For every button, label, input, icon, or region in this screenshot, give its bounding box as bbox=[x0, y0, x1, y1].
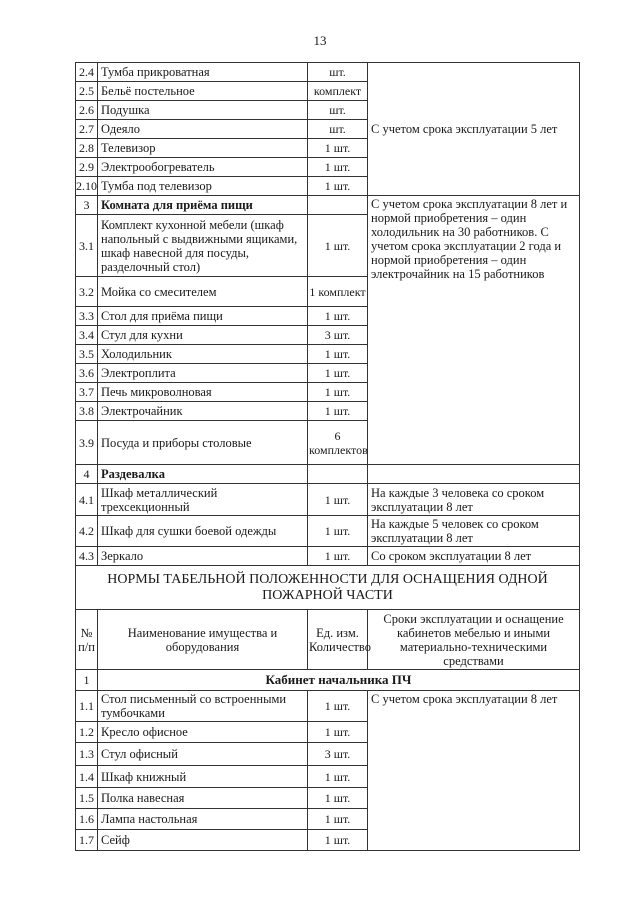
row-number: 4.1 bbox=[76, 484, 98, 516]
operation-note: Со сроком эксплуатации 8 лет bbox=[368, 547, 580, 566]
row-number: 3.9 bbox=[76, 421, 98, 465]
row-number: 2.4 bbox=[76, 63, 98, 82]
item-quantity: 1 шт. bbox=[308, 364, 368, 383]
row-number: 2.8 bbox=[76, 139, 98, 158]
item-quantity: 1 шт. bbox=[308, 809, 368, 830]
row-number: 1.3 bbox=[76, 743, 98, 766]
operation-note: С учетом срока эксплуатации 5 лет bbox=[368, 63, 580, 196]
operation-note: На каждые 5 человек со сроком эксплуатации 8 лет bbox=[368, 516, 580, 547]
norms-title-row bbox=[76, 566, 580, 610]
section-title: Комната для приёма пищи bbox=[98, 196, 308, 215]
header-name: Наименование имущества и оборудования bbox=[98, 610, 308, 670]
section-row bbox=[76, 670, 580, 691]
item-name: Тумба прикроватная bbox=[98, 63, 308, 82]
item-name: Посуда и приборы столовые bbox=[98, 421, 308, 465]
item-name: Шкаф металлический трехсекционный bbox=[98, 484, 308, 516]
row-number: 4.2 bbox=[76, 516, 98, 547]
header-num: № п/п bbox=[76, 610, 98, 670]
item-name: Зеркало bbox=[98, 547, 308, 566]
row-number: 3.2 bbox=[76, 277, 98, 307]
operation-note: С учетом срока эксплуатации 8 лет bbox=[368, 691, 580, 851]
item-quantity: шт. bbox=[308, 101, 368, 120]
empty-cell bbox=[308, 196, 368, 215]
section-row bbox=[76, 465, 580, 484]
item-quantity: комплект bbox=[308, 82, 368, 101]
operation-note: С учетом срока эксплуатации 8 лет и нормой приобретения – один холодильник на 30 работников. С учетом срока эксплуатации 2 года и нормой приобретения – один электрочайник на 15 работников bbox=[368, 196, 580, 465]
section-number: 1 bbox=[76, 670, 98, 691]
item-quantity: 3 шт. bbox=[308, 326, 368, 345]
item-quantity: 1 шт. bbox=[308, 215, 368, 277]
empty-cell bbox=[368, 465, 580, 484]
item-quantity: 1 шт. bbox=[308, 177, 368, 196]
row-number: 2.5 bbox=[76, 82, 98, 101]
item-name: Электроплита bbox=[98, 364, 308, 383]
row-number: 3.1 bbox=[76, 215, 98, 277]
section-row bbox=[76, 196, 580, 215]
item-name: Печь микроволновая bbox=[98, 383, 308, 402]
row-number: 2.7 bbox=[76, 120, 98, 139]
table-row bbox=[76, 547, 580, 566]
item-quantity: 1 шт. bbox=[308, 788, 368, 809]
item-name: Подушка bbox=[98, 101, 308, 120]
item-name: Электрообогреватель bbox=[98, 158, 308, 177]
equipment-table-continued bbox=[75, 62, 580, 851]
item-quantity: 1 шт. bbox=[308, 484, 368, 516]
item-name: Шкаф для сушки боевой одежды bbox=[98, 516, 308, 547]
header-note: Сроки эксплуатации и оснащение кабинетов мебелью и иными материально-техническими средствами bbox=[368, 610, 580, 670]
item-quantity: 1 шт. bbox=[308, 139, 368, 158]
item-name: Мойка со смесителем bbox=[98, 277, 308, 307]
row-number: 1.4 bbox=[76, 766, 98, 788]
item-quantity: 1 комплект bbox=[308, 277, 368, 307]
item-name: Телевизор bbox=[98, 139, 308, 158]
item-quantity: 1 шт. bbox=[308, 766, 368, 788]
row-number: 3.5 bbox=[76, 345, 98, 364]
item-name: Кресло офисное bbox=[98, 722, 308, 743]
row-number: 1.1 bbox=[76, 691, 98, 722]
item-name: Шкаф книжный bbox=[98, 766, 308, 788]
table-row bbox=[76, 516, 580, 547]
item-name: Тумба под телевизор bbox=[98, 177, 308, 196]
row-number: 2.6 bbox=[76, 101, 98, 120]
item-name: Полка навесная bbox=[98, 788, 308, 809]
row-number: 3.4 bbox=[76, 326, 98, 345]
item-quantity: 1 шт. bbox=[308, 158, 368, 177]
row-number: 3.6 bbox=[76, 364, 98, 383]
item-quantity: шт. bbox=[308, 120, 368, 139]
item-name: Стул офисный bbox=[98, 743, 308, 766]
operation-note: На каждые 3 человека со сроком эксплуатации 8 лет bbox=[368, 484, 580, 516]
section-number: 3 bbox=[76, 196, 98, 215]
section-title: Раздевалка bbox=[98, 465, 308, 484]
item-name: Одеяло bbox=[98, 120, 308, 139]
item-quantity: 1 шт. bbox=[308, 547, 368, 566]
item-name: Лампа настольная bbox=[98, 809, 308, 830]
item-name: Холодильник bbox=[98, 345, 308, 364]
item-quantity: 1 шт. bbox=[308, 516, 368, 547]
empty-cell bbox=[308, 465, 368, 484]
item-quantity: 1 шт. bbox=[308, 691, 368, 722]
row-number: 1.7 bbox=[76, 830, 98, 851]
norms-title: НОРМЫ ТАБЕЛЬНОЙ ПОЛОЖЕННОСТИ ДЛЯ ОСНАЩЕНИЯ ОДНОЙ ПОЖАРНОЙ ЧАСТИ bbox=[76, 566, 580, 610]
item-quantity: 1 шт. bbox=[308, 830, 368, 851]
item-name: Стол письменный со встроенными тумбочками bbox=[98, 691, 308, 722]
row-number: 2.9 bbox=[76, 158, 98, 177]
row-number: 2.10 bbox=[76, 177, 98, 196]
item-quantity: 1 шт. bbox=[308, 345, 368, 364]
table-row bbox=[76, 63, 580, 82]
table-header-row bbox=[76, 610, 580, 670]
header-unit: Ед. изм. Количество bbox=[308, 610, 368, 670]
row-number: 3.7 bbox=[76, 383, 98, 402]
table-row bbox=[76, 484, 580, 516]
item-quantity: 1 шт. bbox=[308, 722, 368, 743]
section-title: Кабинет начальника ПЧ bbox=[98, 670, 580, 691]
item-quantity: шт. bbox=[308, 63, 368, 82]
row-number: 4.3 bbox=[76, 547, 98, 566]
row-number: 1.2 bbox=[76, 722, 98, 743]
item-quantity: 6 комплектов bbox=[308, 421, 368, 465]
row-number: 1.5 bbox=[76, 788, 98, 809]
item-name: Электрочайник bbox=[98, 402, 308, 421]
item-name: Стул для кухни bbox=[98, 326, 308, 345]
table-row bbox=[76, 691, 580, 722]
item-name: Комплект кухонной мебели (шкаф напольный с выдвижными ящиками, шкаф навесной для посуды, разделочный стол) bbox=[98, 215, 308, 277]
item-name: Бельё постельное bbox=[98, 82, 308, 101]
item-quantity: 1 шт. bbox=[308, 402, 368, 421]
page-number: 13 bbox=[313, 33, 327, 48]
item-name: Стол для приёма пищи bbox=[98, 307, 308, 326]
item-quantity: 1 шт. bbox=[308, 383, 368, 402]
row-number: 3.3 bbox=[76, 307, 98, 326]
item-quantity: 1 шт. bbox=[308, 307, 368, 326]
row-number: 3.8 bbox=[76, 402, 98, 421]
row-number: 1.6 bbox=[76, 809, 98, 830]
item-quantity: 3 шт. bbox=[308, 743, 368, 766]
item-name: Сейф bbox=[98, 830, 308, 851]
section-number: 4 bbox=[76, 465, 98, 484]
